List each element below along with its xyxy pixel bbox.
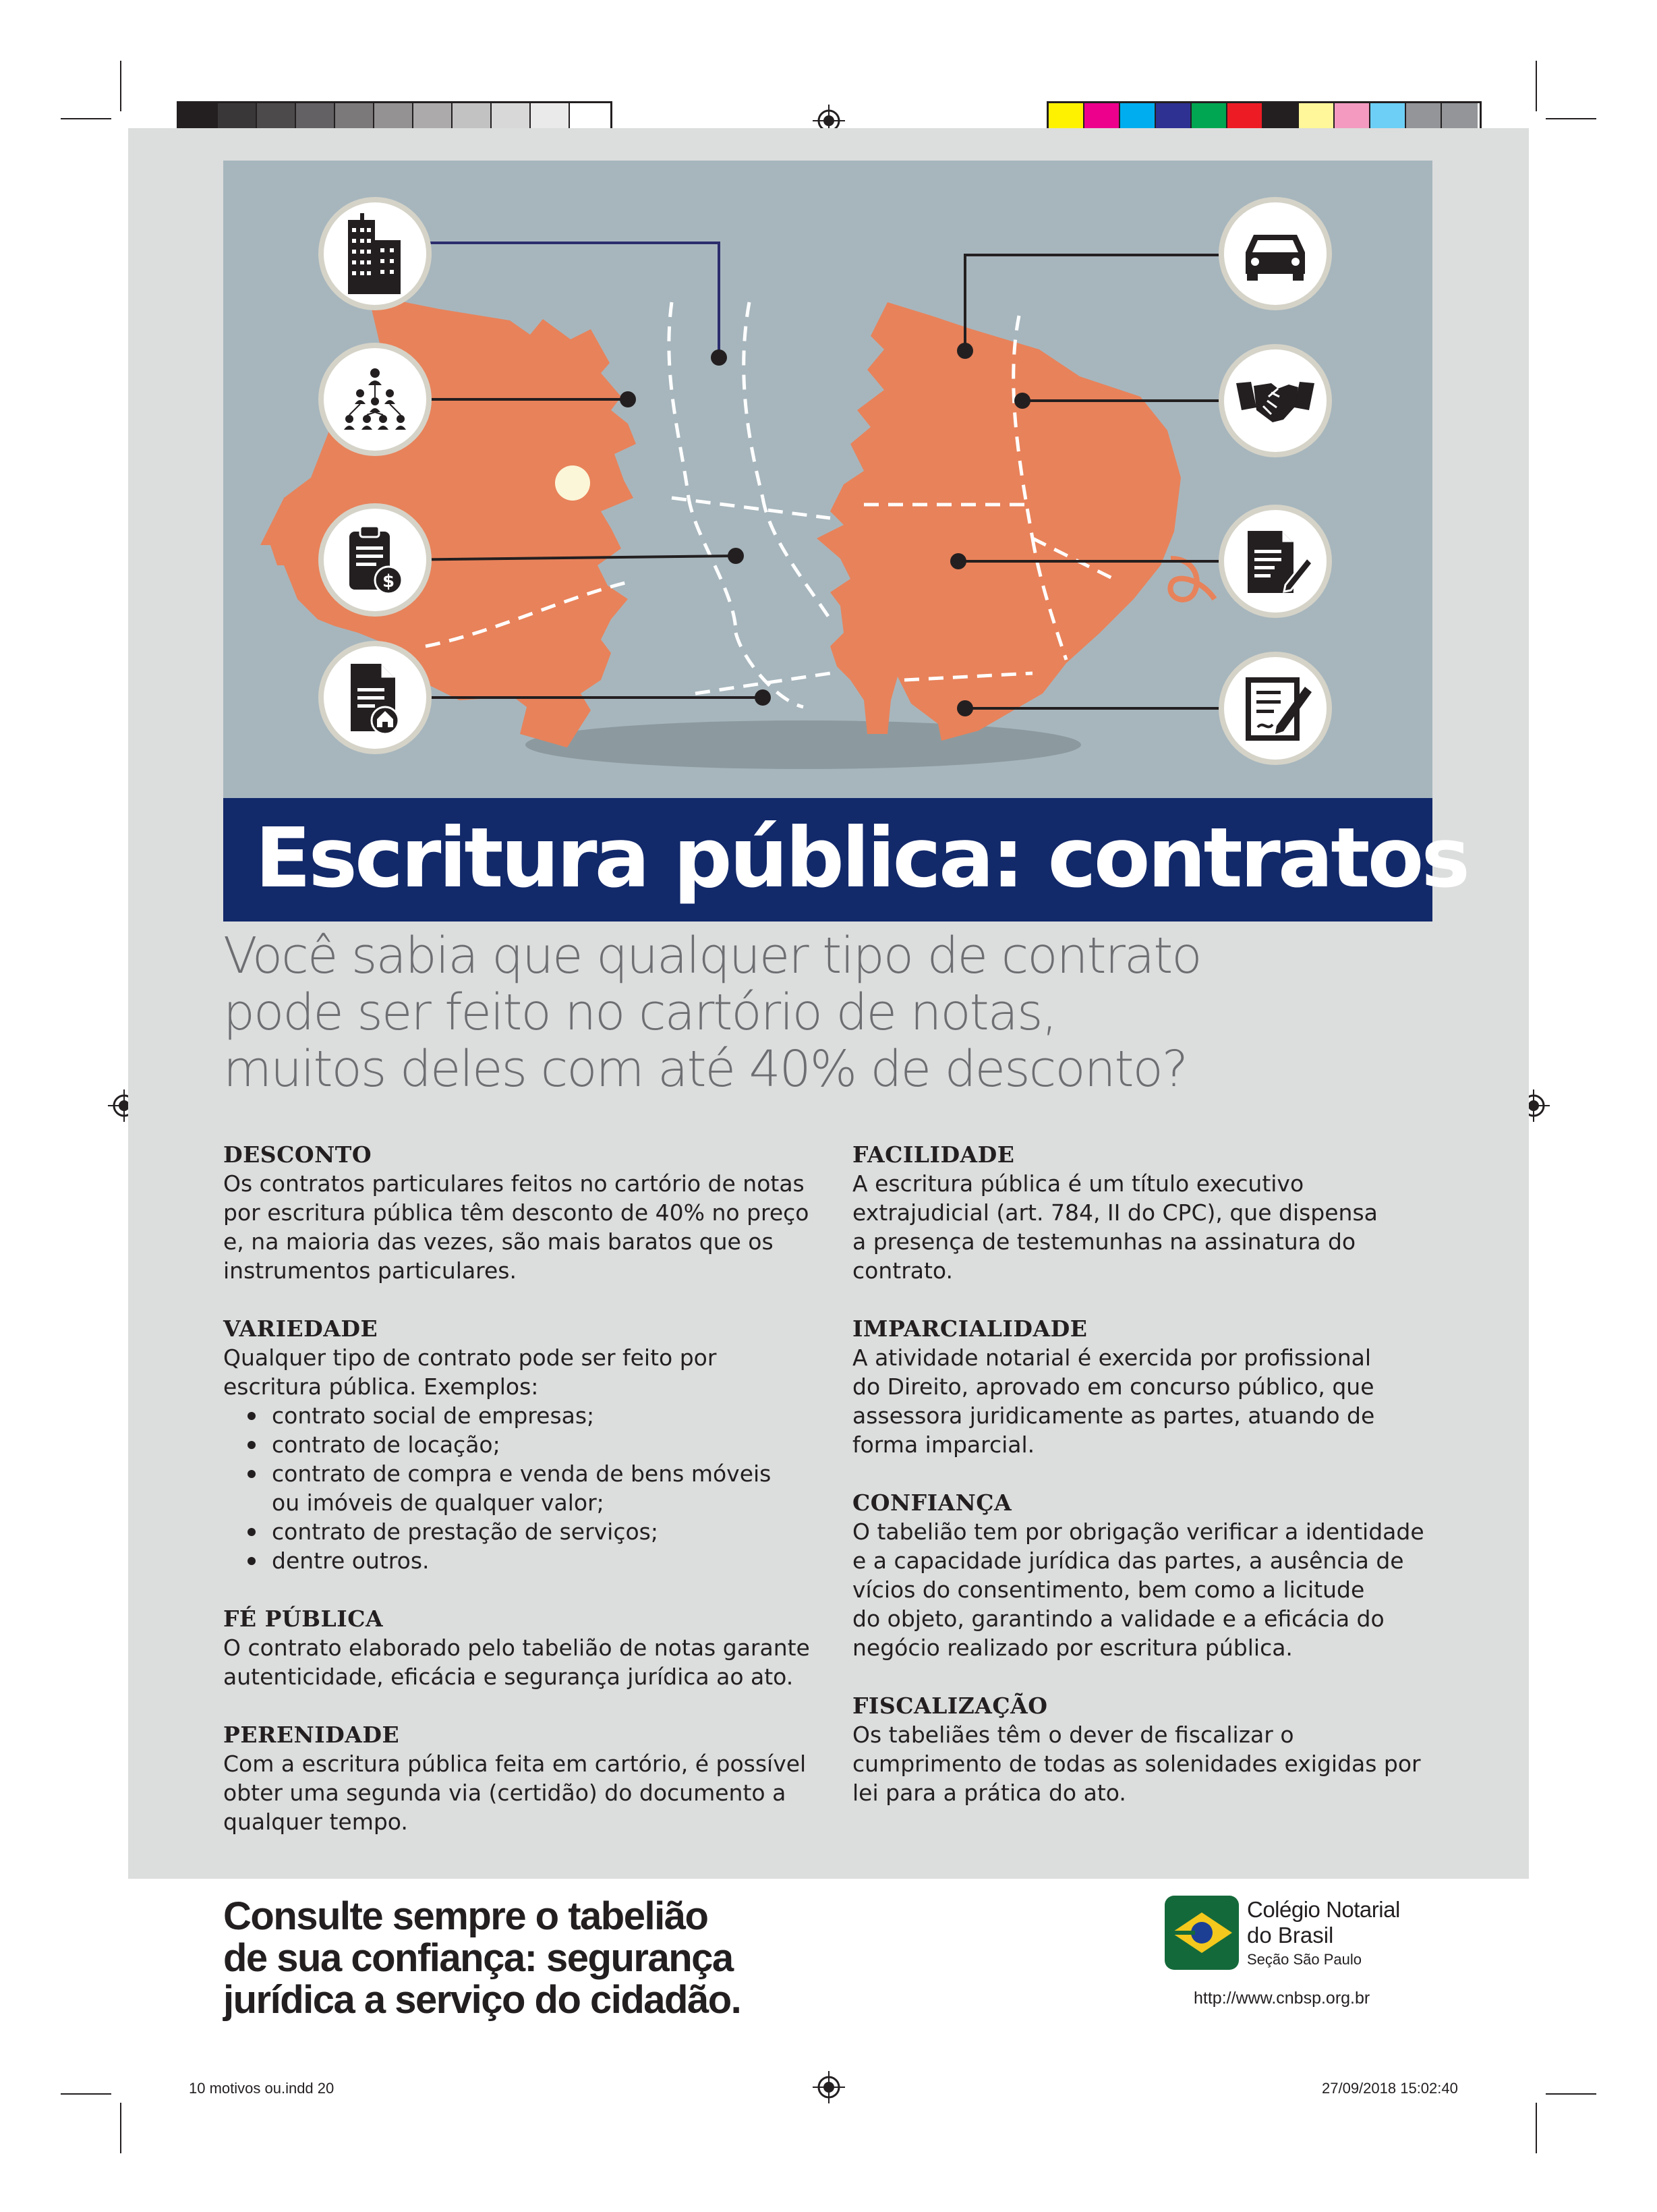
section-line: do Direito, aprovado em concurso público, que <box>852 1373 1374 1400</box>
colegio-notarial-logo <box>1165 1896 1401 1990</box>
section-fe-publica <box>223 1604 830 1691</box>
lead-question <box>223 928 1235 1098</box>
examples-list <box>223 1401 830 1575</box>
section-heading: PERENIDADE <box>223 1722 400 1748</box>
broken-piggy-bank-illustration <box>223 161 1432 798</box>
section-line: autenticidade, eficácia e segurança jurídica ao ato. <box>223 1664 794 1690</box>
crop-mark <box>1536 2103 1537 2153</box>
crop-mark <box>1536 61 1537 111</box>
section-line: cumprimento de todas as solenidades exigidas por <box>852 1751 1421 1777</box>
list-item: contrato de compra e venda de bens móveis <box>223 1459 830 1488</box>
list-item: contrato de prestação de serviços; <box>223 1517 830 1546</box>
section-line: Qualquer tipo de contrato pode ser feito por <box>223 1344 717 1371</box>
car-icon <box>1242 228 1309 282</box>
section-fiscalizacao <box>852 1691 1459 1807</box>
registration-mark-icon <box>813 2071 845 2103</box>
section-line: vícios do consentimento, bem como a licitude <box>852 1577 1365 1603</box>
cta-line: Consulte sempre o tabelião <box>223 1894 708 1938</box>
logo-subtitle: Seção São Paulo <box>1247 1951 1362 1968</box>
clipboard-money-icon <box>347 525 407 599</box>
section-variedade <box>223 1314 830 1575</box>
section-line: qualquer tempo. <box>223 1809 408 1835</box>
slug-filename: 10 motivos ou.indd 20 <box>189 2080 335 2097</box>
list-item: contrato social de empresas; <box>223 1401 830 1430</box>
lead-line: pode ser feito no cartório de notas, <box>223 984 1057 1042</box>
buildings-icon <box>348 213 402 294</box>
list-item: contrato de locação; <box>223 1430 830 1459</box>
section-line: e, na maioria das vezes, são mais baratos que os <box>223 1228 774 1255</box>
section-line: extrajudicial (art. 784, II do CPC), que dispensa <box>852 1199 1378 1226</box>
logo-name-line: do Brasil <box>1247 1923 1334 1948</box>
section-line: escritura pública. Exemplos: <box>223 1373 539 1400</box>
section-confianca <box>852 1488 1459 1662</box>
section-line: A escritura pública é um título executivo <box>852 1170 1304 1197</box>
handshake-icon <box>1236 376 1314 425</box>
list-item-continuation: ou imóveis de qualquer valor; <box>272 1490 604 1516</box>
section-line: obter uma segunda via (certidão) do documento a <box>223 1780 786 1806</box>
lead-line: Você sabia que qualquer tipo de contrato <box>223 927 1201 985</box>
colegio-notarial-logo-icon <box>1165 1896 1239 1970</box>
call-to-action <box>223 1896 740 2021</box>
document-house-icon <box>348 661 409 735</box>
document-sign-icon <box>1245 528 1312 596</box>
list-item: dentre outros. <box>223 1546 830 1575</box>
left-column <box>223 1140 830 1865</box>
cta-line: de sua confiança: segurança <box>223 1936 733 1980</box>
document-edit-icon <box>1243 673 1313 743</box>
section-line: Os contratos particulares feitos no cartório de notas <box>223 1170 805 1197</box>
section-line: contrato. <box>852 1257 954 1284</box>
section-line: lei para a prática do ato. <box>852 1780 1126 1806</box>
section-imparcialidade <box>852 1314 1459 1459</box>
crop-mark <box>1546 118 1596 119</box>
crop-mark <box>1546 2093 1596 2095</box>
section-line: O contrato elaborado pelo tabelião de notas garante <box>223 1635 810 1661</box>
section-heading: CONFIANÇA <box>852 1490 1012 1516</box>
section-line: Os tabeliães têm o dever de fiscalizar o <box>852 1722 1294 1748</box>
crop-mark <box>120 61 121 111</box>
section-line: negócio realizado por escritura pública. <box>852 1635 1293 1661</box>
section-facilidade <box>852 1140 1459 1285</box>
section-line: Com a escritura pública feita em cartório, é possível <box>223 1751 807 1777</box>
title-banner <box>223 798 1468 921</box>
page-title: Escritura pública: contratos <box>255 810 1468 906</box>
section-line: A atividade notarial é exercida por profissional <box>852 1344 1372 1371</box>
section-heading: FISCALIZAÇÃO <box>852 1693 1048 1719</box>
crop-mark <box>61 118 111 119</box>
section-line: a presença de testemunhas na assinatura do <box>852 1228 1356 1255</box>
section-line: O tabelião tem por obrigação verificar a identidade <box>852 1519 1424 1545</box>
website-link[interactable]: http://www.cnbsp.org.br <box>1194 1989 1370 2008</box>
logo-name-line: Colégio Notarial <box>1247 1897 1400 1922</box>
section-desconto <box>223 1140 830 1285</box>
section-heading: IMPARCIALIDADE <box>852 1315 1088 1342</box>
section-line: instrumentos particulares. <box>223 1257 517 1284</box>
section-line: e a capacidade jurídica das partes, a ausência de <box>852 1548 1404 1574</box>
network-people-icon <box>341 366 409 434</box>
section-line: forma imparcial. <box>852 1431 1035 1458</box>
section-line: por escritura pública têm desconto de 40% no preço <box>223 1199 809 1226</box>
svg-text:$: $ <box>382 571 395 592</box>
section-line: do objeto, garantindo a validade e a eficácia do <box>852 1606 1385 1632</box>
crop-mark <box>61 2093 111 2095</box>
section-perenidade <box>223 1720 830 1836</box>
slug-datetime: 27/09/2018 15:02:40 <box>1322 2080 1458 2097</box>
section-heading: VARIEDADE <box>223 1315 378 1342</box>
section-heading: FACILIDADE <box>852 1141 1015 1168</box>
crop-mark <box>120 2103 121 2153</box>
right-column <box>852 1140 1459 1836</box>
lead-line: muitos deles com até 40% de desconto? <box>223 1040 1188 1098</box>
section-heading: DESCONTO <box>223 1141 372 1168</box>
section-heading: FÉ PÚBLICA <box>223 1606 384 1632</box>
cta-line: jurídica a serviço do cidadão. <box>223 1978 741 2022</box>
section-line: assessora juridicamente as partes, atuando de <box>852 1402 1375 1429</box>
